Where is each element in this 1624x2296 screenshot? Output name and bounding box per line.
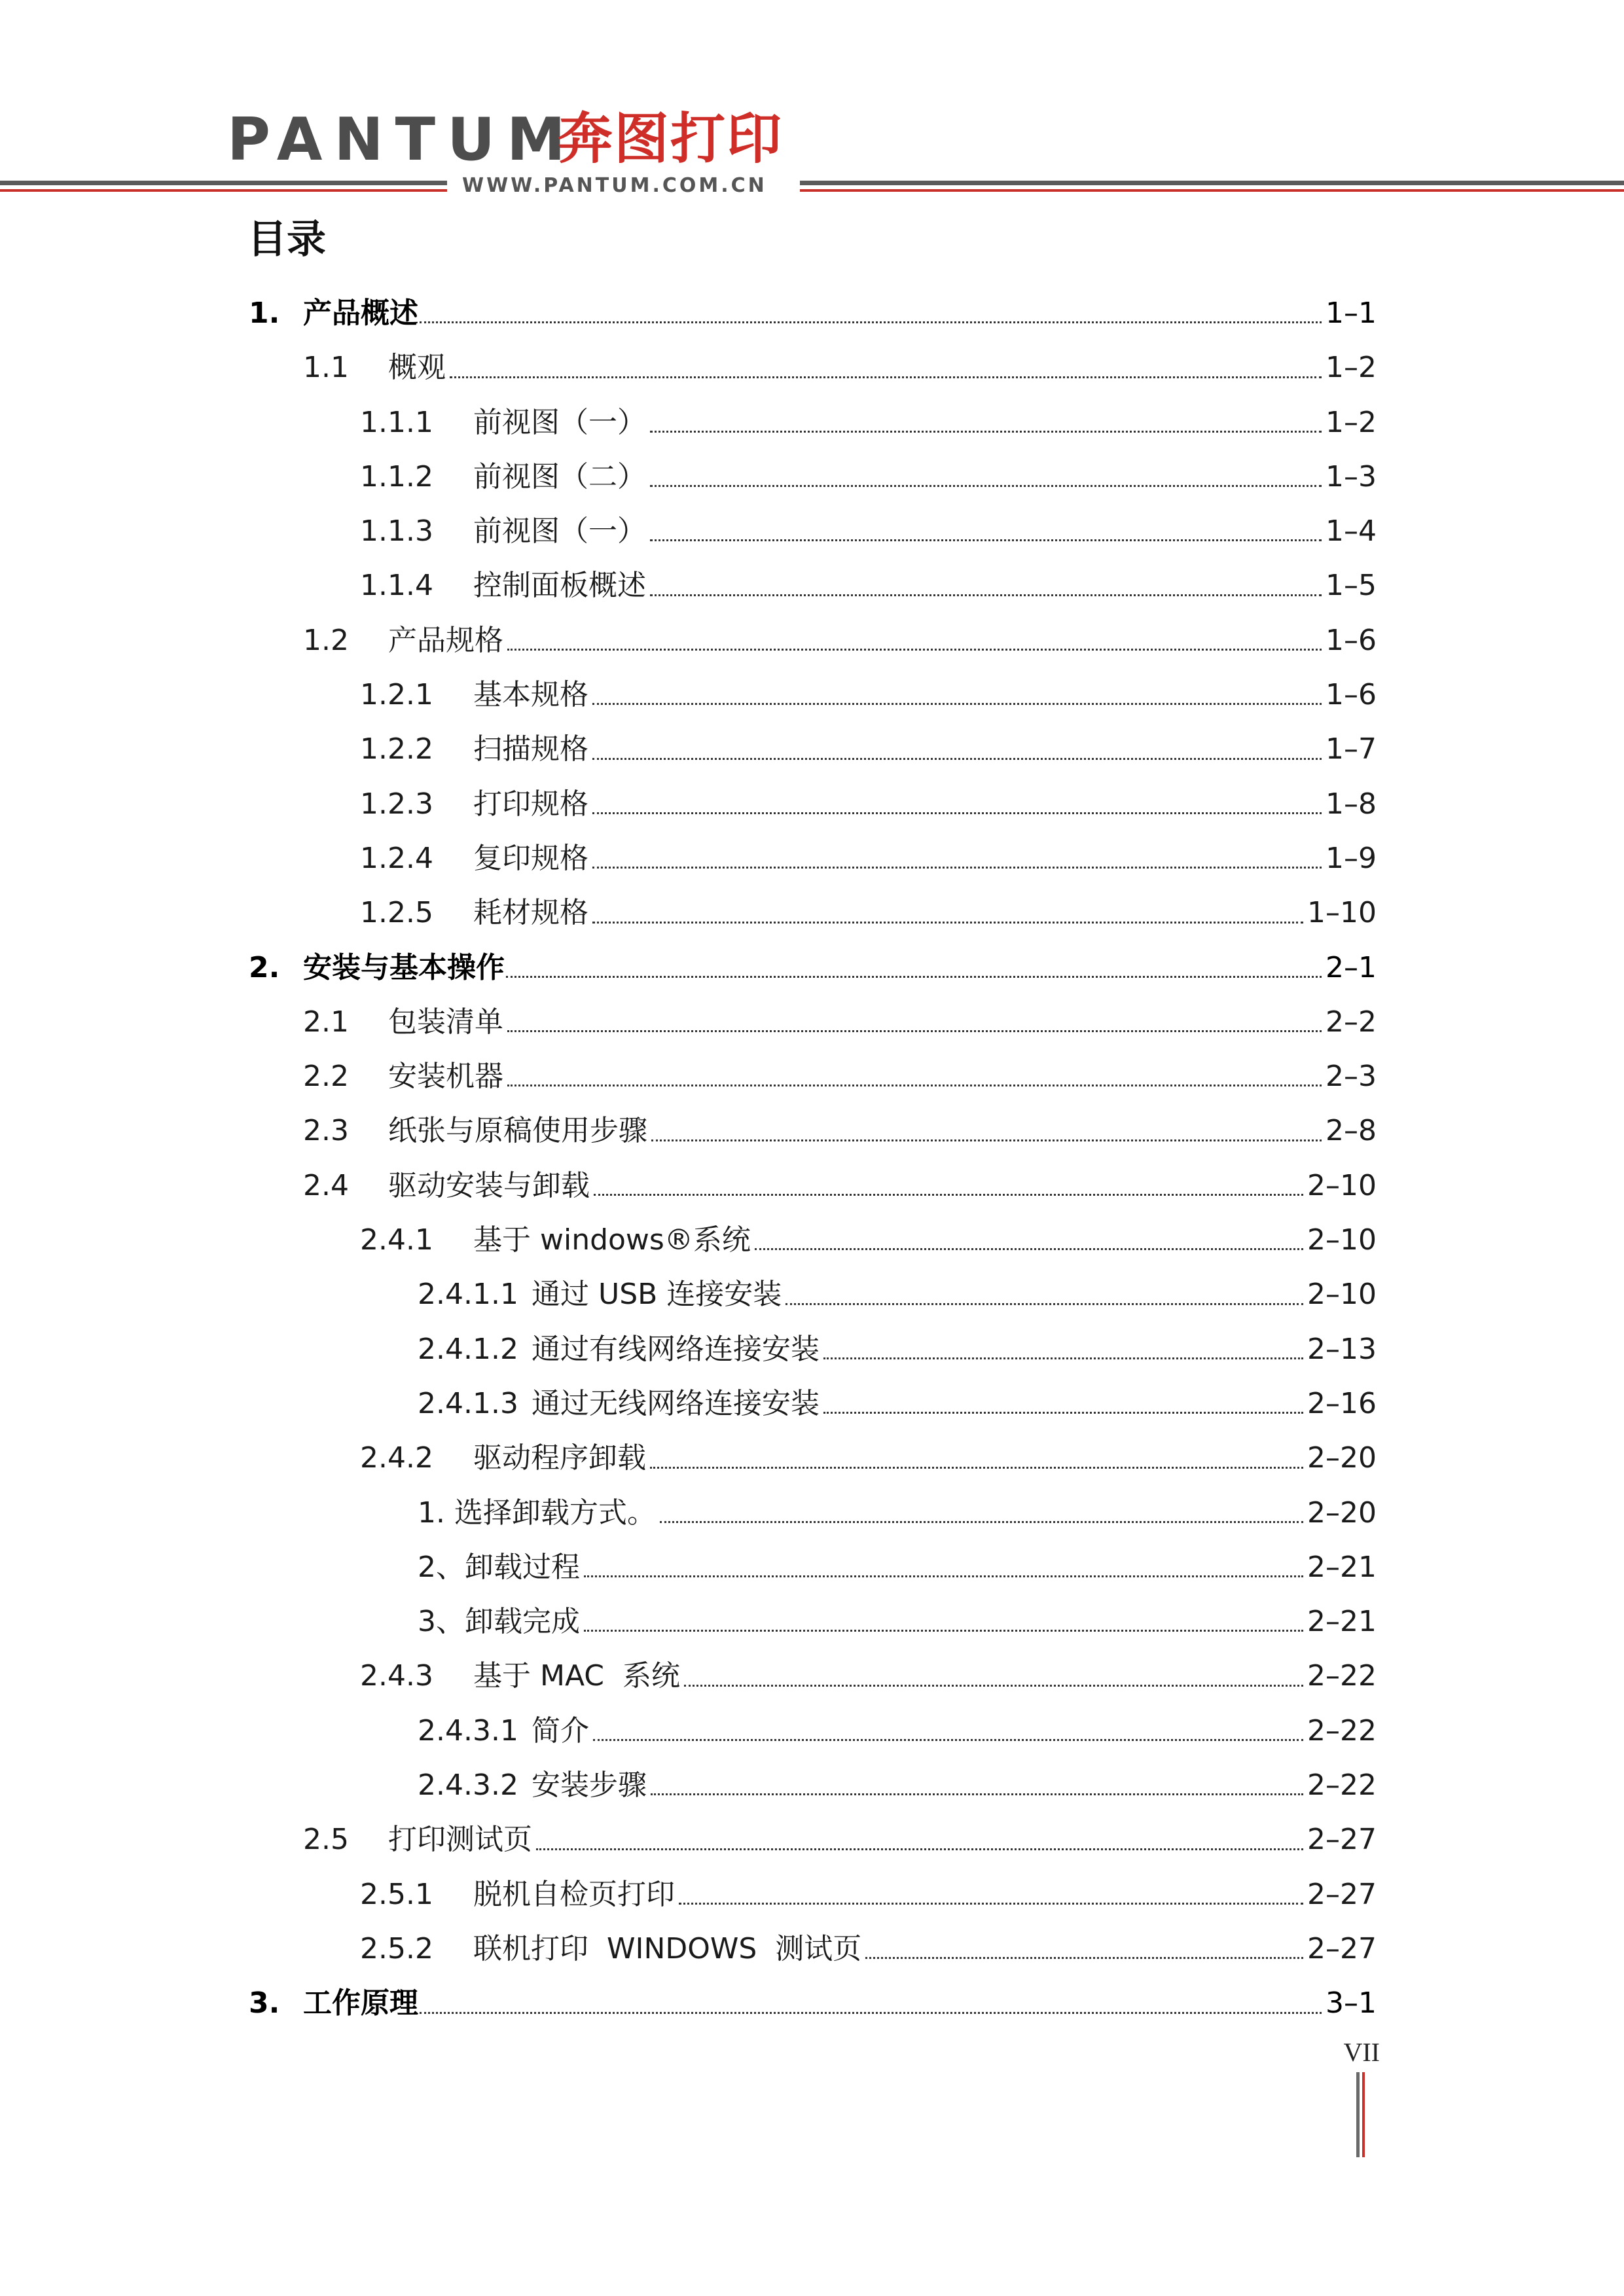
toc-entry-title: 通过无线网络连接安装 xyxy=(532,1386,820,1420)
toc-entry-title: 基于 windows®系统 xyxy=(473,1223,751,1257)
toc-dot-leader xyxy=(594,1194,1303,1196)
toc-entry-page: 1–2 xyxy=(1326,351,1377,385)
footer-bar-gray xyxy=(1356,2072,1360,2157)
toc-entry xyxy=(249,777,1377,831)
toc-entry-title: 脱机自检页打印 xyxy=(473,1877,675,1911)
toc-entry-number: 1.2.2 xyxy=(360,732,433,766)
toc-entry-title: 产品概述 xyxy=(303,296,418,330)
toc-entry-title: 简介 xyxy=(532,1713,589,1748)
toc-entry-page: 1–1 xyxy=(1326,296,1377,330)
toc-entry xyxy=(249,1103,1377,1158)
toc-entry-number: 2.5.1 xyxy=(360,1877,433,1911)
toc-dot-leader xyxy=(592,922,1303,924)
toc-entry-page: 1–4 xyxy=(1326,514,1377,548)
toc-entry xyxy=(249,1158,1377,1213)
toc-entry-title: 耗材规格 xyxy=(473,896,588,930)
toc-entry-page: 1–3 xyxy=(1326,459,1377,493)
toc-dot-leader xyxy=(660,1521,1303,1523)
brand-logo-text: PANTUM xyxy=(227,105,577,174)
toc-entry-title: 安装步骤 xyxy=(532,1768,647,1803)
toc-dot-leader xyxy=(420,321,1322,323)
toc-entry-title: 前视图（二） xyxy=(473,459,646,493)
toc-dot-leader xyxy=(592,758,1322,760)
toc-dot-leader xyxy=(684,1685,1303,1687)
toc-entry-number: 2.5 xyxy=(303,1823,349,1857)
toc-entry-title: 1. 选择卸载方式。 xyxy=(418,1496,656,1530)
toc-dot-leader xyxy=(420,2012,1322,2014)
toc-entry-number: 2.2 xyxy=(303,1060,349,1094)
toc-entry-title: 联机打印 WINDOWS 测试页 xyxy=(473,1931,862,1965)
toc-entry-page: 2–22 xyxy=(1307,1768,1377,1803)
toc-dot-leader xyxy=(865,1957,1303,1959)
toc-entry xyxy=(249,1322,1377,1376)
toc-entry-number: 2.4.1.3 xyxy=(418,1386,518,1420)
toc-entry-title: 包装清单 xyxy=(388,1005,503,1039)
toc-entry xyxy=(249,1540,1377,1594)
toc-dot-leader xyxy=(584,1575,1303,1577)
toc-entry-title: 概观 xyxy=(388,351,446,385)
toc-entry xyxy=(249,668,1377,722)
toc-entry-page: 2–1 xyxy=(1326,950,1377,984)
toc-entry-title: 通过 USB 连接安装 xyxy=(532,1278,782,1312)
toc-dot-leader xyxy=(823,1357,1303,1359)
toc-dot-leader xyxy=(506,976,1322,978)
toc-entry-number: 1.1.3 xyxy=(360,514,433,548)
toc-entry xyxy=(249,1594,1377,1649)
toc-entry-title: 安装与基本操作 xyxy=(303,950,505,984)
toc-entry xyxy=(249,395,1377,450)
toc-entry-page: 2–20 xyxy=(1307,1496,1377,1530)
toc-entry-title: 3、卸载完成 xyxy=(418,1605,580,1639)
toc-entry-title: 驱动程序卸载 xyxy=(473,1441,646,1475)
toc-entry xyxy=(249,1758,1377,1812)
page-title: 目录 xyxy=(247,217,326,262)
toc-entry-number: 2.4.1.2 xyxy=(418,1332,518,1366)
toc-entry-page: 3–1 xyxy=(1326,1986,1377,2020)
toc-entry-page: 1–5 xyxy=(1326,569,1377,603)
toc-entry-page: 2–20 xyxy=(1307,1441,1377,1475)
toc-entry-number: 1.1.2 xyxy=(360,459,433,493)
toc-dot-leader xyxy=(650,539,1322,541)
toc-dot-leader xyxy=(755,1248,1303,1250)
toc-entry-title: 基于 MAC 系统 xyxy=(473,1659,680,1693)
toc-dot-leader xyxy=(650,431,1322,433)
toc-entry xyxy=(249,1704,1377,1758)
toc-entry-number: 2.4.1.1 xyxy=(418,1278,518,1312)
toc-entry-title: 产品规格 xyxy=(388,623,503,657)
toc-entry-number: 1.2.4 xyxy=(360,841,433,875)
toc-entry-page: 2–22 xyxy=(1307,1659,1377,1693)
header-rule-left-red xyxy=(0,189,447,192)
toc-entry xyxy=(249,1976,1377,2030)
toc-entry xyxy=(249,558,1377,613)
toc-entry-number: 1.1 xyxy=(303,351,349,385)
toc-entry-title: 前视图（一） xyxy=(473,405,646,439)
toc-entry xyxy=(249,1922,1377,1976)
toc-dot-leader xyxy=(507,1030,1322,1032)
toc-entry-page: 1–7 xyxy=(1326,732,1377,766)
toc-dot-leader xyxy=(507,649,1322,651)
toc-entry-page: 2–27 xyxy=(1307,1823,1377,1857)
toc-entry-page: 2–22 xyxy=(1307,1713,1377,1748)
toc-entry xyxy=(249,286,1377,340)
toc-entry-title: 扫描规格 xyxy=(473,732,588,766)
toc-dot-leader xyxy=(650,594,1322,596)
toc-dot-leader xyxy=(679,1903,1303,1905)
toc-entry-number: 2.4.3.2 xyxy=(418,1768,518,1803)
toc-entry-title: 打印测试页 xyxy=(388,1823,532,1857)
header-rule-right-gray xyxy=(800,181,1624,185)
toc-entry-title: 基本规格 xyxy=(473,678,588,712)
toc-entry-title: 驱动安装与卸载 xyxy=(388,1168,590,1202)
toc-entry xyxy=(249,1867,1377,1922)
toc-entry-title: 工作原理 xyxy=(303,1986,418,2020)
toc-dot-leader xyxy=(651,1793,1303,1795)
toc-entry-number: 1.2 xyxy=(303,623,349,657)
toc-dot-leader xyxy=(592,867,1322,869)
toc-entry-title: 打印规格 xyxy=(473,787,588,821)
toc-entry-page: 1–10 xyxy=(1307,896,1377,930)
toc-entry-page: 1–8 xyxy=(1326,787,1377,821)
toc-entry-page: 2–10 xyxy=(1307,1223,1377,1257)
toc-entry xyxy=(249,613,1377,668)
toc-entry-page: 2–16 xyxy=(1307,1386,1377,1420)
toc-entry xyxy=(249,941,1377,995)
toc-entry-page: 2–13 xyxy=(1307,1332,1377,1366)
toc-entry xyxy=(249,831,1377,886)
toc-entry-number: 3. xyxy=(249,1986,280,2020)
toc-entry-page: 2–10 xyxy=(1307,1278,1377,1312)
page-number: VII xyxy=(1343,2037,1380,2067)
toc-entry-page: 2–21 xyxy=(1307,1550,1377,1584)
toc-entry-title: 纸张与原稿使用步骤 xyxy=(388,1114,647,1148)
toc-dot-leader xyxy=(584,1630,1303,1632)
footer-bar-red xyxy=(1362,2072,1365,2157)
toc-entry xyxy=(249,1049,1377,1103)
toc-entry-title: 前视图（一） xyxy=(473,514,646,548)
toc-entry-page: 1–6 xyxy=(1326,678,1377,712)
toc-entry-number: 2.4.3.1 xyxy=(418,1713,518,1748)
toc-entry-page: 1–9 xyxy=(1326,841,1377,875)
toc-dot-leader xyxy=(593,1739,1303,1741)
toc-entry xyxy=(249,995,1377,1049)
toc-dot-leader xyxy=(592,812,1322,814)
toc-dot-leader xyxy=(450,376,1322,378)
toc-entry-page: 2–21 xyxy=(1307,1605,1377,1639)
header-rule-right-red xyxy=(800,189,1624,192)
toc-entry-page: 1–2 xyxy=(1326,405,1377,439)
toc-entry-title: 控制面板概述 xyxy=(473,569,646,603)
toc-entry xyxy=(249,1431,1377,1485)
header-rule-left-gray xyxy=(0,181,447,185)
toc-dot-leader xyxy=(823,1412,1303,1414)
toc-entry-title: 安装机器 xyxy=(388,1060,503,1094)
toc-dot-leader xyxy=(650,1467,1303,1469)
toc-entry-number: 2.4.3 xyxy=(360,1659,433,1693)
toc-entry-number: 2.1 xyxy=(303,1005,349,1039)
toc-dot-leader xyxy=(507,1085,1322,1086)
toc-entry-title: 通过有线网络连接安装 xyxy=(532,1332,820,1366)
toc-entry-number: 1.2.1 xyxy=(360,678,433,712)
toc-entry-page: 1–6 xyxy=(1326,623,1377,657)
toc-dot-leader xyxy=(536,1848,1303,1850)
toc-entry xyxy=(249,1267,1377,1321)
toc-entry-page: 2–2 xyxy=(1326,1005,1377,1039)
toc-entry-number: 2.4.1 xyxy=(360,1223,433,1257)
toc-entry-page: 2–8 xyxy=(1326,1114,1377,1148)
toc-entry xyxy=(249,450,1377,504)
table-of-contents xyxy=(249,286,1377,2031)
toc-entry xyxy=(249,722,1377,776)
toc-entry-page: 2–27 xyxy=(1307,1877,1377,1911)
toc-dot-leader xyxy=(651,1139,1322,1141)
header-website-url: WWW.PANTUM.COM.CN xyxy=(462,174,767,197)
toc-entry xyxy=(249,504,1377,558)
toc-entry-page: 2–27 xyxy=(1307,1931,1377,1965)
toc-entry-number: 1.1.1 xyxy=(360,405,433,439)
toc-dot-leader xyxy=(785,1303,1303,1305)
toc-entry xyxy=(249,1213,1377,1267)
toc-entry xyxy=(249,886,1377,940)
toc-entry xyxy=(249,1376,1377,1431)
toc-entry xyxy=(249,1649,1377,1703)
toc-entry-number: 1. xyxy=(249,296,280,330)
toc-entry xyxy=(249,1812,1377,1867)
brand-logo-chinese: 奔图打印 xyxy=(558,107,784,171)
toc-entry-number: 2.3 xyxy=(303,1114,349,1148)
toc-entry-number: 2.4 xyxy=(303,1168,349,1202)
toc-entry-number: 1.2.3 xyxy=(360,787,433,821)
toc-entry xyxy=(249,1486,1377,1540)
toc-entry-title: 复印规格 xyxy=(473,841,588,875)
toc-entry-title: 2、卸载过程 xyxy=(418,1550,580,1584)
toc-entry-page: 2–10 xyxy=(1307,1168,1377,1202)
toc-entry-number: 1.2.5 xyxy=(360,896,433,930)
toc-entry-number: 1.1.4 xyxy=(360,569,433,603)
toc-entry-page: 2–3 xyxy=(1326,1060,1377,1094)
toc-dot-leader xyxy=(650,485,1322,487)
toc-entry-number: 2. xyxy=(249,950,280,984)
toc-entry xyxy=(249,340,1377,395)
toc-entry-number: 2.4.2 xyxy=(360,1441,433,1475)
toc-dot-leader xyxy=(592,703,1322,705)
toc-entry-number: 2.5.2 xyxy=(360,1931,433,1965)
